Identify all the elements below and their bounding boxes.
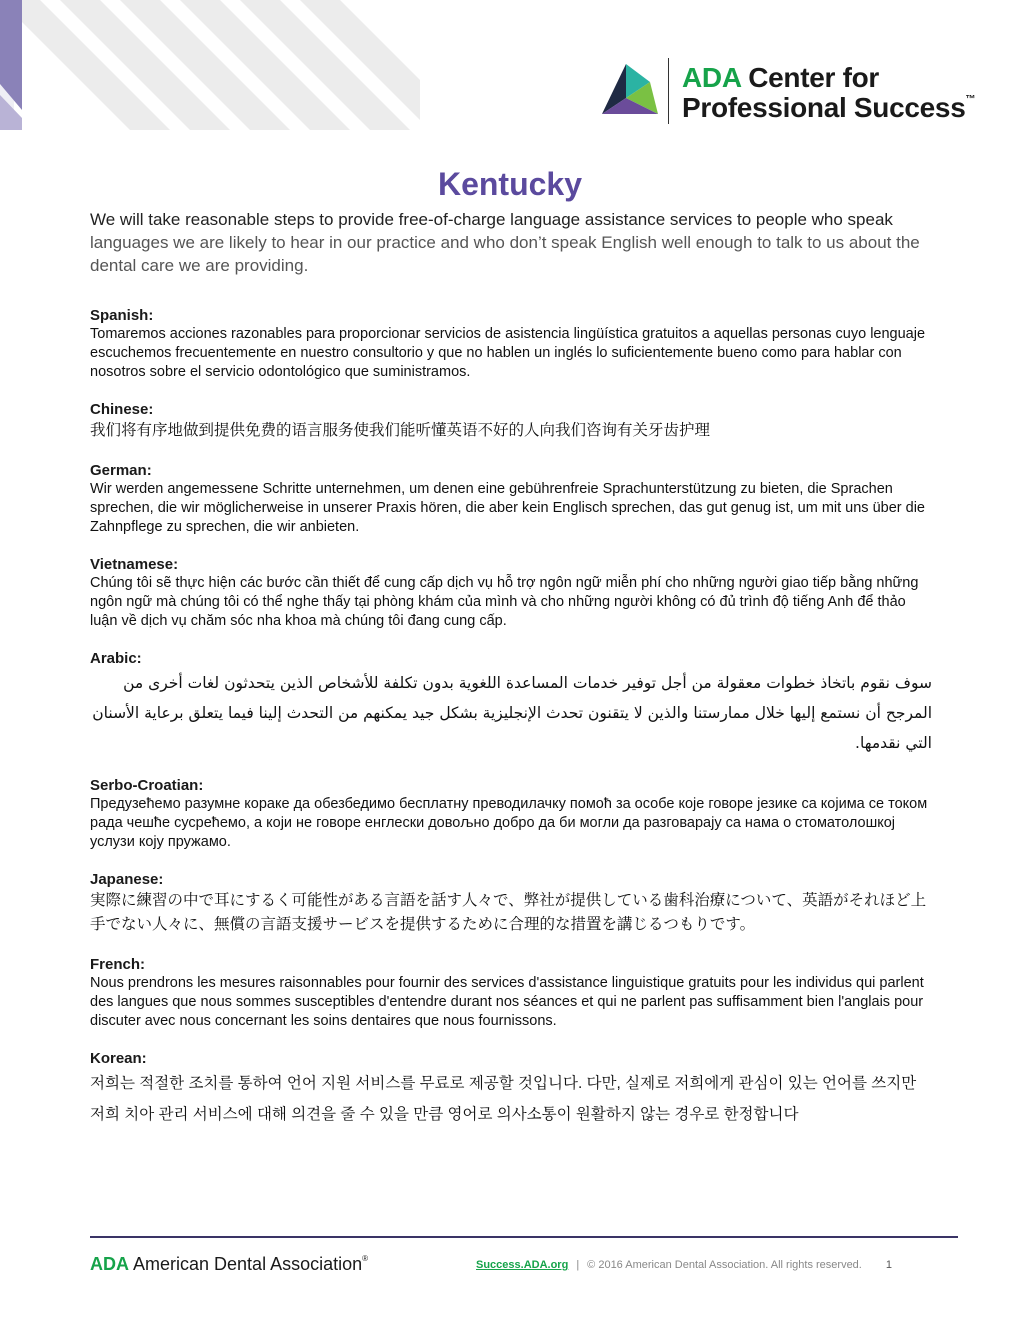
section-label: Arabic:	[90, 650, 142, 667]
section-text: Wir werden angemessene Schritte unternehmen, um denen eine gebührenfreie Sprachunterstützung zu bieten, die Sprachen sprechen, die wir möglicherweise in unserer Praxis hören, die aber kein Englisch sprechen, das gut genug ist, um mit uns über die Zahnpflege zu sprechen, die wir anbieten.	[90, 481, 925, 535]
footer-rule	[90, 1236, 958, 1238]
footer-ada-logo	[90, 1254, 368, 1275]
section-label: Spanish:	[90, 307, 154, 324]
page-title: Kentucky	[437, 166, 583, 202]
logo-line-1	[682, 62, 879, 94]
section-text: Chúng tôi sẽ thực hiện các bước cần thiết để cung cấp dịch vụ hỗ trợ ngôn ngữ miễn phí cho những người giao tiếp bằng những ngôn ngữ mà chúng tôi có thể nghe thấy tại phòng khám của mình và cho những người không có đủ trình độ tiếng Anh để thảo luận về dịch vụ chăm sóc nha khoa mà chúng tôi đang cung cấp.	[90, 575, 919, 629]
section-label: French:	[90, 956, 146, 973]
section-french	[90, 955, 932, 1031]
section-text: Nous prendrons les mesures raisonnables pour fournir des services d'assistance linguistique gratuits pour les individus qui parlent des langues que nous sommes susceptibles d'entendre durant nos séances et qui ne parlent pas suffisamment bien l'anglais pour discuter avec nous concernant les soins dentaires que nous fournissons.	[90, 975, 924, 1029]
section-korean	[90, 1049, 932, 1130]
footer-info	[476, 1259, 892, 1271]
section-label: German:	[90, 462, 152, 479]
logo-center-for-text: Center for	[740, 62, 880, 93]
section-vietnamese	[90, 555, 932, 631]
section-text: Предузећемо разумне кораке да обезбедимо бесплатну преводилачку помоћ за особе које говоре језике са којима се током рада чешће сусрећемо, а који не говоре енглески довољно добро да би могли да разговарају са нама о стоматолошкој услузи коју пружамо.	[90, 796, 928, 850]
section-text: سوف نقوم باتخاذ خطوات معقولة من أجل توفير خدمات المساعدة اللغوية بدون تكلفة للأشخاص الذين يتحدثون لغات أخرى من المرجح أن نستمع إليها خلال ممارستنا والذين لا يتقنون تحدث الإنجليزية بشكل جيد يمكنهم من التحدث إلينا فيما يتعلق برعاية الأسنان التي نقدمها.	[92, 674, 932, 752]
section-arabic	[90, 649, 932, 758]
intro-paragraph	[90, 208, 935, 277]
section-label: Serbo-Croatian:	[90, 777, 204, 794]
footer-separator: |	[576, 1259, 580, 1271]
logo-professional-success-text: Professional Success	[682, 92, 966, 123]
section-label: Korean:	[90, 1050, 147, 1067]
section-serbo-croatian	[90, 776, 932, 852]
section-text: 我们将有序地做到提供免费的语言服务使我们能听懂英语不好的人向我们咨询有关牙齿护理	[90, 422, 711, 439]
intro-text-part-2: languages we are likely to hear in our practice and who don’t speak English well enough to talk to us about the dental care we are providing.	[90, 233, 920, 275]
language-sections	[90, 306, 932, 1148]
logo-ada-text: ADA	[682, 62, 741, 93]
intro-text-part-1: We will take reasonable steps to provide free-of-charge language assistance services to people who speak	[90, 210, 893, 229]
section-text: 実際に練習の中で耳にするく可能性がある言語を話す人々で、弊社が提供している歯科治療について、英語がそれほど上手でない人々に、無償の言語支援サービスを提供するために合理的な措置を講じるつもりです。	[90, 892, 927, 933]
footer-ada-text: ADA	[90, 1254, 129, 1274]
section-german	[90, 461, 932, 537]
section-text: 저희는 적절한 조치를 통하여 언어 지원 서비스를 무료로 제공할 것입니다. 다만, 실제로 저희에게 관심이 있는 언어를 쓰지만 저희 치아 관리 서비스에 대해 의견을 줄 수 있을 만큼 영어로 의사소통이 원활하지 않는 경우로 한정합니다	[90, 1075, 917, 1123]
section-text: Tomaremos acciones razonables para proporcionar servicios de asistencia lingüística gratuitos a aquellas personas cuyo lenguaje escuchemos frecuentemente en nuestro consultorio y que no hablen un inglés lo suficientemente bueno como para hablar con nosotros sobre el servicio odontológico que suministramos.	[90, 326, 926, 380]
section-label: Japanese:	[90, 871, 164, 888]
corner-decoration	[0, 0, 420, 130]
ada-triangle-logo-icon	[598, 56, 666, 126]
section-japanese	[90, 870, 932, 937]
section-label: Chinese:	[90, 401, 154, 418]
header-logo	[598, 56, 978, 128]
page-number: 1	[885, 1259, 892, 1271]
section-chinese	[90, 400, 932, 443]
logo-divider	[668, 58, 669, 124]
logo-line-2	[682, 92, 975, 124]
footer-registered-mark: ®	[362, 1254, 369, 1263]
footer-association-text: American Dental Association	[129, 1254, 363, 1274]
corner-stripes-graphic	[0, 0, 420, 130]
footer-copyright: © 2016 American Dental Association. All rights reserved.	[587, 1259, 862, 1271]
logo-trademark: ™	[965, 94, 976, 105]
footer-website-link[interactable]: Success.ADA.org	[476, 1259, 569, 1271]
section-spanish	[90, 306, 932, 382]
section-label: Vietnamese:	[90, 556, 179, 573]
